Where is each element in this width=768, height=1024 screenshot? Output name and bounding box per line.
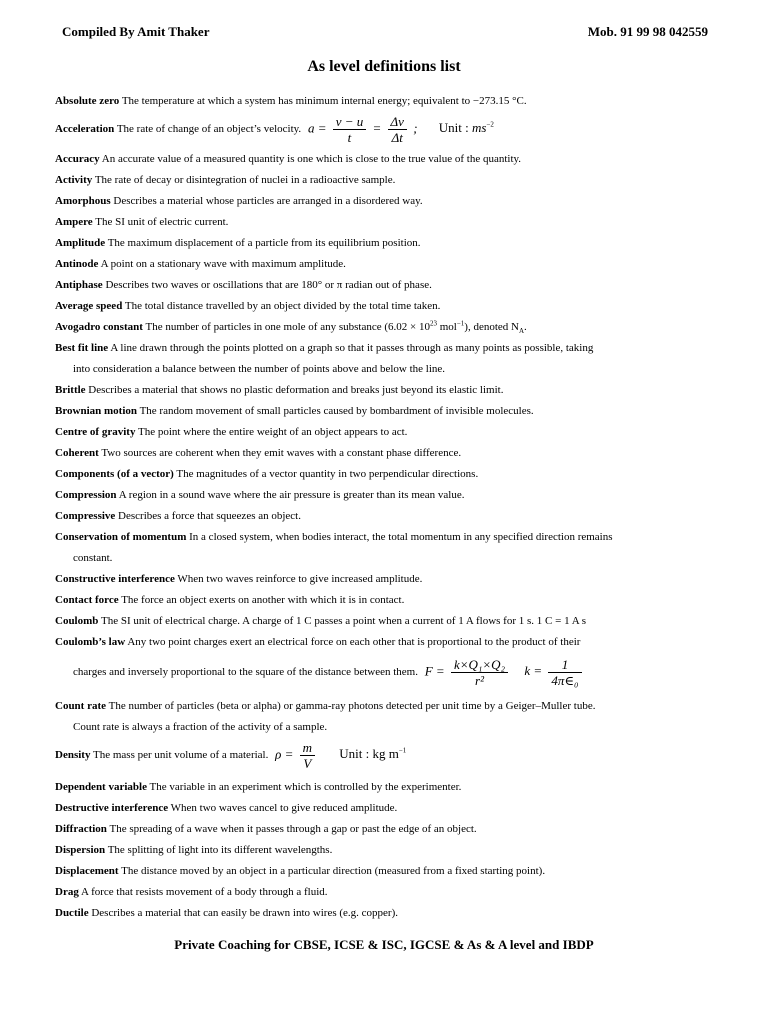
- formula-unit: [439, 120, 494, 135]
- definition-item: [55, 317, 715, 338]
- definition-term: Ampere: [55, 216, 93, 228]
- definition-item: [55, 212, 715, 233]
- definition-continuation: [55, 657, 715, 688]
- definition-text: When two waves reinforce to give increased amplitude.: [177, 573, 423, 585]
- definition-item: [55, 464, 715, 485]
- formula-lhs: k =: [524, 663, 543, 679]
- compiler-credit: Compiled By Amit Thaker: [62, 24, 210, 39]
- definition-item: [55, 506, 715, 527]
- definition-text: The variable in an experiment which is controlled by the experimenter.: [149, 781, 462, 793]
- definition-item: [55, 527, 715, 548]
- definition-item: [55, 632, 715, 653]
- formula-separator: ;: [413, 120, 418, 136]
- definition-term: Destructive interference: [55, 802, 169, 814]
- definition-term: Brittle: [55, 384, 86, 396]
- definition-item: [55, 882, 715, 903]
- definition-term: Compressive: [55, 510, 116, 522]
- definition-item: [55, 777, 715, 798]
- definition-term: Conservation of momentum: [55, 531, 187, 543]
- definition-item: [55, 443, 715, 464]
- definition-text: Describes a material that can easily be drawn into wires (e.g. copper).: [91, 907, 399, 919]
- fraction-numerator: k×Q₁×Q₂: [451, 657, 508, 673]
- definition-text: Describes a force that squeezes an object.: [118, 510, 301, 522]
- unit-value: ms: [472, 120, 487, 136]
- definition-term: Accuracy: [55, 153, 100, 165]
- definition-term: Best fit line: [55, 342, 109, 354]
- definition-text: The rate of decay or disintegration of nuclei in a radioactive sample.: [94, 174, 396, 186]
- fraction: [300, 740, 315, 771]
- definition-text: Describes a material whose particles are arranged in a disordered way.: [113, 195, 423, 207]
- text-segment: The number of particles in one mole of any substance (6.02 × 10: [145, 321, 430, 333]
- text-segment: mol: [436, 321, 457, 333]
- definition-text: The SI unit of electrical charge. A charge of 1 C passes a point when a current of 1 A flows for 1 s. 1 C = 1 A s: [100, 615, 587, 627]
- definition-term: Antinode: [55, 258, 99, 270]
- definition-item: [55, 114, 715, 145]
- fraction-numerator: m: [300, 740, 315, 756]
- definition-term: Antiphase: [55, 279, 103, 291]
- fraction: [451, 657, 508, 688]
- definition-term: Activity: [55, 174, 93, 186]
- unit-label: Unit :: [438, 120, 469, 136]
- definition-continuation: [55, 548, 715, 569]
- definition-text: The splitting of light into its different wavelengths.: [107, 844, 333, 856]
- definition-item: [55, 611, 715, 632]
- definition-term: Brownian motion: [55, 405, 138, 417]
- definition-term: Amplitude: [55, 237, 106, 249]
- definition-item: [55, 380, 715, 401]
- definition-term: Displacement: [55, 865, 119, 877]
- definition-item: [55, 170, 715, 191]
- definition-text: The distance moved by an object in a particular direction (measured from a fixed starting point).: [121, 865, 546, 877]
- definition-term: Drag: [55, 886, 79, 898]
- definition-term: Dispersion: [55, 844, 106, 856]
- definition-text: The force an object exerts on another with which it is in contact.: [121, 594, 405, 606]
- definition-item: [55, 740, 715, 771]
- definition-item: [55, 903, 715, 924]
- definition-item: [55, 191, 715, 212]
- formula-lhs: ρ =: [275, 746, 294, 762]
- fraction-numerator: 1: [548, 657, 581, 673]
- definition-item: [55, 696, 715, 717]
- definition-term: Absolute zero: [55, 95, 120, 107]
- definition-item: [55, 422, 715, 443]
- definition-text: When two waves cancel to give reduced amplitude.: [170, 802, 398, 814]
- definition-text: [145, 319, 527, 336]
- definition-text: charges and inversely proportional to the square of the distance between them.: [73, 666, 418, 679]
- definition-term: Compression: [55, 489, 117, 501]
- exponent: 23: [429, 319, 437, 328]
- definition-text: Two sources are coherent when they emit waves with a constant phase difference.: [101, 447, 462, 459]
- definition-text: Count rate is always a fraction of the activity of a sample.: [73, 721, 328, 733]
- definition-text: The rate of change of an object’s velocity.: [116, 123, 302, 136]
- definition-text: The point where the entire weight of an object appears to act.: [138, 426, 408, 438]
- definition-text: constant.: [73, 552, 113, 564]
- definition-term: Density: [55, 749, 91, 762]
- definition-term: Dependent variable: [55, 781, 147, 793]
- definition-text: A region in a sound wave where the air pressure is greater than its mean value.: [118, 489, 465, 501]
- definition-item: [55, 569, 715, 590]
- formula-lhs: a =: [307, 120, 327, 136]
- definition-text: Describes a material that shows no plastic deformation and breaks just beyond its elastic limit.: [88, 384, 504, 396]
- fraction-denominator: 4π∈₀: [551, 673, 579, 688]
- definition-item: [55, 233, 715, 254]
- definition-text: An accurate value of a measured quantity is one which is close to the true value of the quantity.: [101, 153, 522, 165]
- fraction: [333, 114, 367, 145]
- definition-text: into consideration a balance between the number of points above and below the line.: [73, 363, 446, 375]
- page-title: As level definitions list: [307, 58, 461, 75]
- definition-item: [55, 861, 715, 882]
- definition-item: [55, 149, 715, 170]
- definition-text: The mass per unit volume of a material.: [93, 749, 269, 762]
- definition-text: A force that resists movement of a body through a fluid.: [80, 886, 328, 898]
- density-formula: [275, 740, 406, 771]
- definition-continuation: [55, 359, 715, 380]
- definition-text: Describes two waves or oscillations that are 180° or π radian out of phase.: [105, 279, 432, 291]
- definition-term: Contact force: [55, 594, 119, 606]
- definition-term: Coulomb’s law: [55, 636, 126, 648]
- definition-text: The total distance travelled by an object divided by the total time taken.: [124, 300, 441, 312]
- fraction-numerator: Δv: [388, 114, 407, 130]
- acceleration-formula: [308, 114, 494, 145]
- fraction: [388, 114, 407, 145]
- definition-term: Components (of a vector): [55, 468, 174, 480]
- definition-term: Diffraction: [55, 823, 107, 835]
- definition-item: [55, 254, 715, 275]
- definition-item: [55, 590, 715, 611]
- definition-term: Count rate: [55, 700, 107, 712]
- definition-term: Coherent: [55, 447, 99, 459]
- definition-item: [55, 275, 715, 296]
- definition-text: The temperature at which a system has minimum internal energy; equivalent to −273.15 °C.: [121, 95, 527, 107]
- mobile-number: Mob. 91 99 98 042559: [587, 24, 708, 39]
- definition-term: Average speed: [55, 300, 123, 312]
- definition-term: Coulomb: [55, 615, 99, 627]
- fraction-denominator: r²: [475, 673, 484, 688]
- fraction-numerator: v − u: [333, 114, 367, 130]
- definition-text: The magnitudes of a vector quantity in two perpendicular directions.: [176, 468, 479, 480]
- definition-item: [55, 91, 715, 112]
- definition-text: The number of particles (beta or alpha) or gamma-ray photons detected per unit time by a Geiger–Muller tube.: [108, 700, 596, 712]
- definition-item: [55, 401, 715, 422]
- definition-item: [55, 798, 715, 819]
- definition-term: Centre of gravity: [55, 426, 136, 438]
- page-header: [62, 24, 708, 44]
- fraction: [548, 657, 581, 688]
- definition-item: [55, 840, 715, 861]
- text-segment: ), denoted N: [464, 321, 519, 333]
- coulomb-formula: [425, 657, 585, 688]
- subscript: A: [518, 327, 525, 336]
- unit-exponent: −2: [486, 121, 494, 130]
- unit-label: Unit : kg m: [339, 746, 399, 762]
- fraction-denominator: t: [347, 130, 352, 145]
- definition-text: The SI unit of electric current.: [95, 216, 229, 228]
- definition-continuation: [55, 717, 715, 738]
- fraction-denominator: Δt: [391, 130, 403, 145]
- definition-text: The random movement of small particles caused by bombardment of invisible molecules.: [139, 405, 534, 417]
- definition-text: The maximum displacement of a particle from its equilibrium position.: [107, 237, 421, 249]
- definition-text: The spreading of a wave when it passes through a gap or past the edge of an object.: [109, 823, 477, 835]
- definition-term: Ductile: [55, 907, 89, 919]
- definition-item: [55, 819, 715, 840]
- definition-text: A line drawn through the points plotted on a graph so that it passes through as many points as possible, taking: [110, 342, 594, 354]
- unit-exponent: −1: [398, 747, 407, 756]
- definition-item: [55, 485, 715, 506]
- formula-lhs: F =: [424, 663, 445, 679]
- formula-equals: =: [372, 120, 382, 136]
- definition-term: Amorphous: [55, 195, 111, 207]
- definition-text: Any two point charges exert an electrical force on each other that is proportional to the product of their: [127, 636, 581, 648]
- definition-term: Acceleration: [55, 123, 115, 136]
- text-segment: .: [524, 321, 527, 333]
- definitions-list: [55, 91, 715, 924]
- definition-item: [55, 296, 715, 317]
- exponent: −1: [456, 319, 465, 328]
- definition-text: In a closed system, when bodies interact, the total momentum in any specified direction remains: [189, 531, 613, 543]
- definition-term: Constructive interference: [55, 573, 175, 585]
- definition-item: [55, 338, 715, 359]
- page-footer: Private Coaching for CBSE, ICSE & ISC, IGCSE & As & A level and IBDP: [174, 937, 594, 952]
- formula-unit: [339, 746, 406, 761]
- definition-text: A point on a stationary wave with maximum amplitude.: [100, 258, 346, 270]
- definition-term: Avogadro constant: [55, 321, 143, 333]
- fraction-denominator: V: [303, 756, 312, 771]
